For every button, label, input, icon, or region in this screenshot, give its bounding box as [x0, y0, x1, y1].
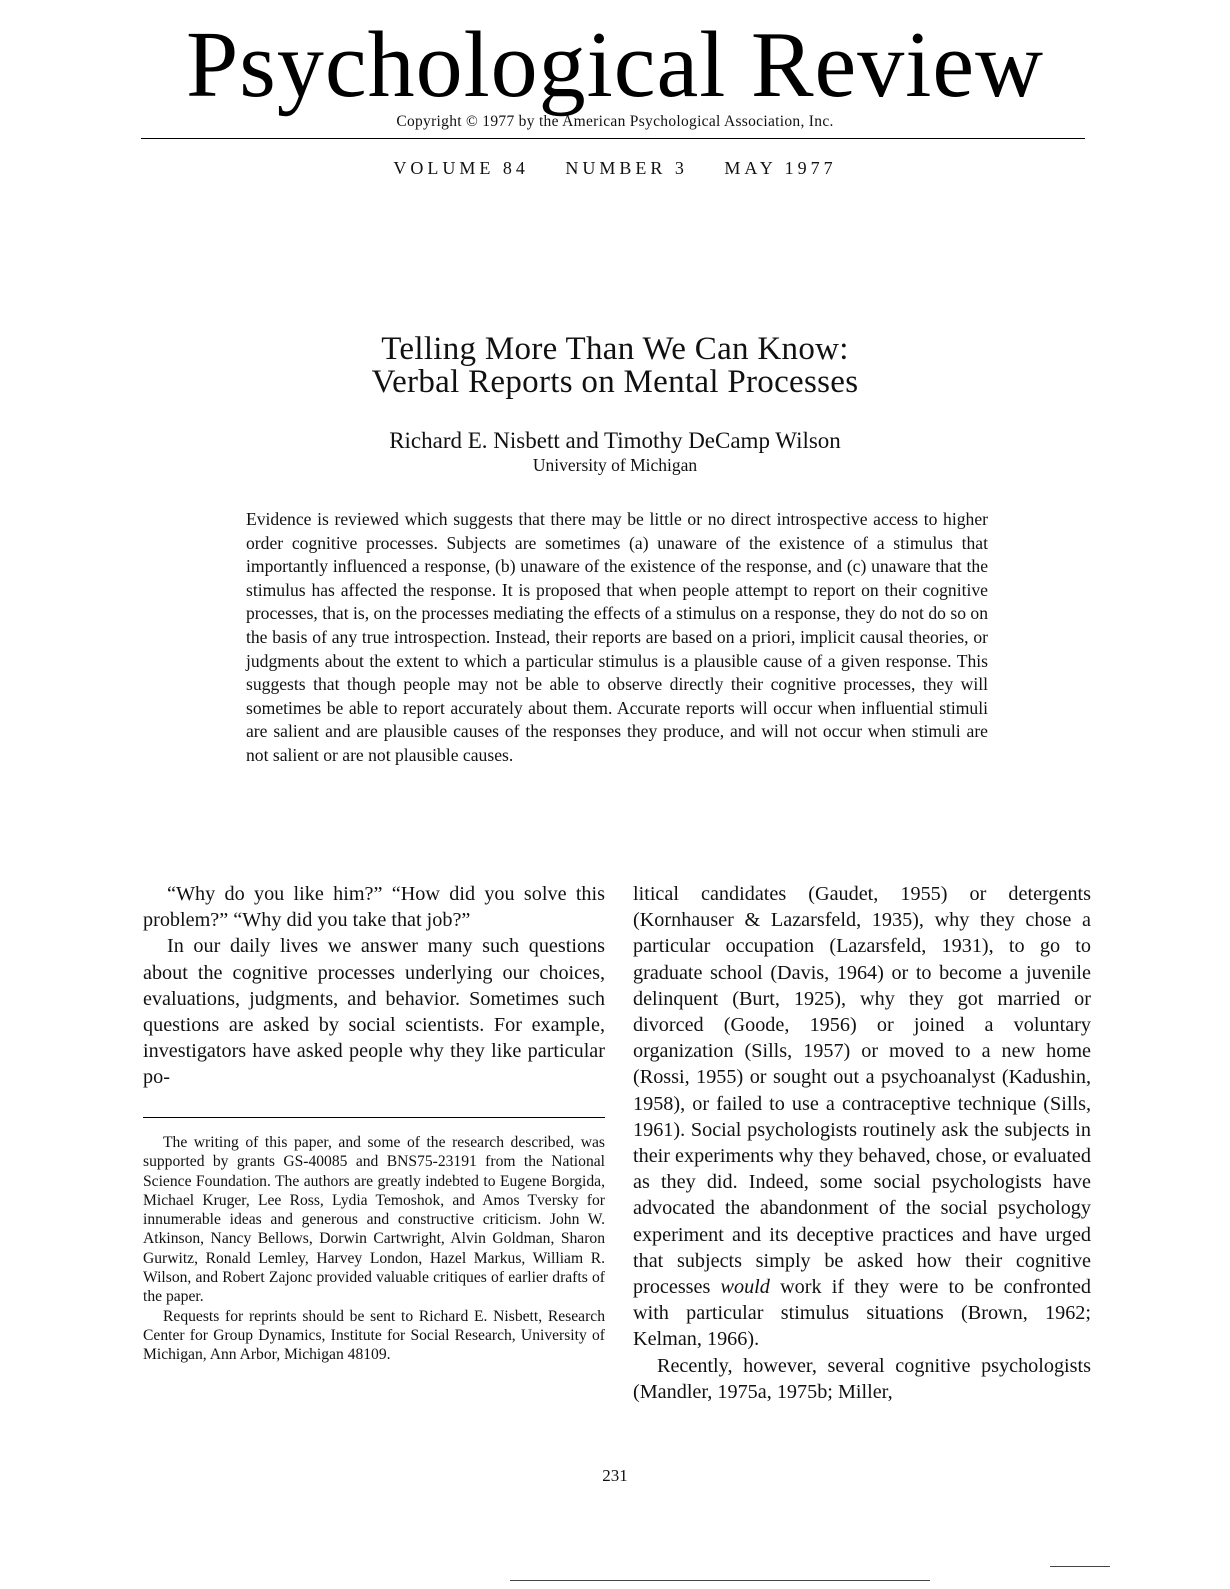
article-authors: Richard E. Nisbett and Timothy DeCamp Wilson [389, 428, 841, 453]
copyright-line: Copyright © 1977 by the American Psychological Association, Inc. [396, 113, 834, 130]
emphasized-word: would [720, 1276, 770, 1299]
body-paragraph: “Why do you like him?” “How did you solve this problem?” “Why did you take that job?” [143, 883, 605, 932]
abstract: Evidence is reviewed which suggests that there may be little or no direct introspective access to higher order cognitive processes. Subjects are sometimes (a) unaware of the existence of a stimulus that importantly influenced a response, (b) unaware of the existence of the response, and (c) unaware that the stimulus has affected the response. It is proposed that when people attempt to report on their cognitive processes, that is, on the processes mediating the effects of a stimulus on a response, they do not do so on the basis of any true introspection. Instead, their reports are based on a priori, implicit causal theories, or judgments about the extent to which a particular stimulus is a plausible cause of a given response. This suggests that though people may not be able to observe directly their cognitive processes, they will sometimes be able to report accurately about them. Accurate reports will occur when influential stimuli are salient and are plausible causes of the responses they produce, and will not occur when stimuli are not salient or are not plausible causes. [246, 509, 988, 765]
body-text: work if they were to be confronted with particular stimulus situations (Brown, 1962; Kelman, 1966). [633, 1276, 1092, 1351]
date-label: MAY 1977 [724, 158, 837, 178]
number-label: NUMBER 3 [565, 158, 688, 178]
body-column-right [633, 881, 1091, 1405]
issue-line [0, 158, 1230, 179]
body-column-left [143, 881, 605, 1091]
body-text: litical candidates (Gaudet, 1955) or detergents (Kornhauser & Lazarsfeld, 1935), why they chose a particular occupation (Lazarsfeld, 1931), to go to graduate school (Davis, 1964) or to become a juvenile delinquent (Burt, 1925), why they got married or divorced (Goode, 1956) or joined a voluntary organization (Sills, 1957) or moved to a new home (Rossi, 1955) or sought out a psychoanalyst (Kadushin, 1958), or failed to use a contraceptive technique (Sills, 1961). Social psychologists routinely ask the subjects in their experiments why they behaved, chose, or evaluated as they did. Indeed, some social psychologists have advocated the abandonment of the social psychology experiment and its deceptive practices and have urged that subjects simply be asked how their cognitive processes [633, 883, 1091, 1299]
footnote-rule [143, 1117, 605, 1118]
author-affiliation: University of Michigan [532, 455, 698, 475]
article-title-line-2: Verbal Reports on Mental Processes [371, 364, 859, 400]
masthead-rule [141, 138, 1085, 139]
footnote-reprints: Requests for reprints should be sent to Richard E. Nisbett, Research Center for Group Dynamics, Institute for Social Research, University of Michigan, Ann Arbor, Michigan 48109. [143, 1307, 605, 1364]
volume-label: VOLUME 84 [393, 158, 529, 178]
body-paragraph: In our daily lives we answer many such questions about the cognitive processes underlying our choices, evaluations, judgments, and behavior. Sometimes such questions are asked by social scientists. For example, investigators have asked people why they like particular po- [143, 935, 605, 1089]
article-title-line-1: Telling More Than We Can Know: [381, 331, 849, 367]
body-paragraph [633, 881, 1091, 1353]
footnotes [143, 1133, 605, 1365]
page-number: 231 [602, 1466, 628, 1485]
article-title [0, 333, 1230, 399]
scan-artifact-line [510, 1580, 930, 1581]
body-paragraph: Recently, however, several cognitive psychologists (Mandler, 1975a, 1975b; Miller, [633, 1354, 1091, 1403]
journal-masthead: Psychological Review [185, 13, 1044, 117]
footnote-funding: The writing of this paper, and some of the research described, was supported by grants GS-40085 and BNS75-23191 from the National Science Foundation. The authors are greatly indebted to Eugene Borgida, Michael Kruger, Lee Ross, Lydia Temoshok, and Amos Tversky for innumerable ideas and generous and constructive criticism. John W. Atkinson, Nancy Bellows, Dorwin Cartwright, Alvin Goldman, Sharon Gurwitz, Ronald Lemley, Harvey London, Hazel Markus, William R. Wilson, and Robert Zajonc provided valuable critiques of earlier drafts of the paper. [143, 1134, 605, 1306]
scan-artifact-line [1050, 1566, 1110, 1567]
